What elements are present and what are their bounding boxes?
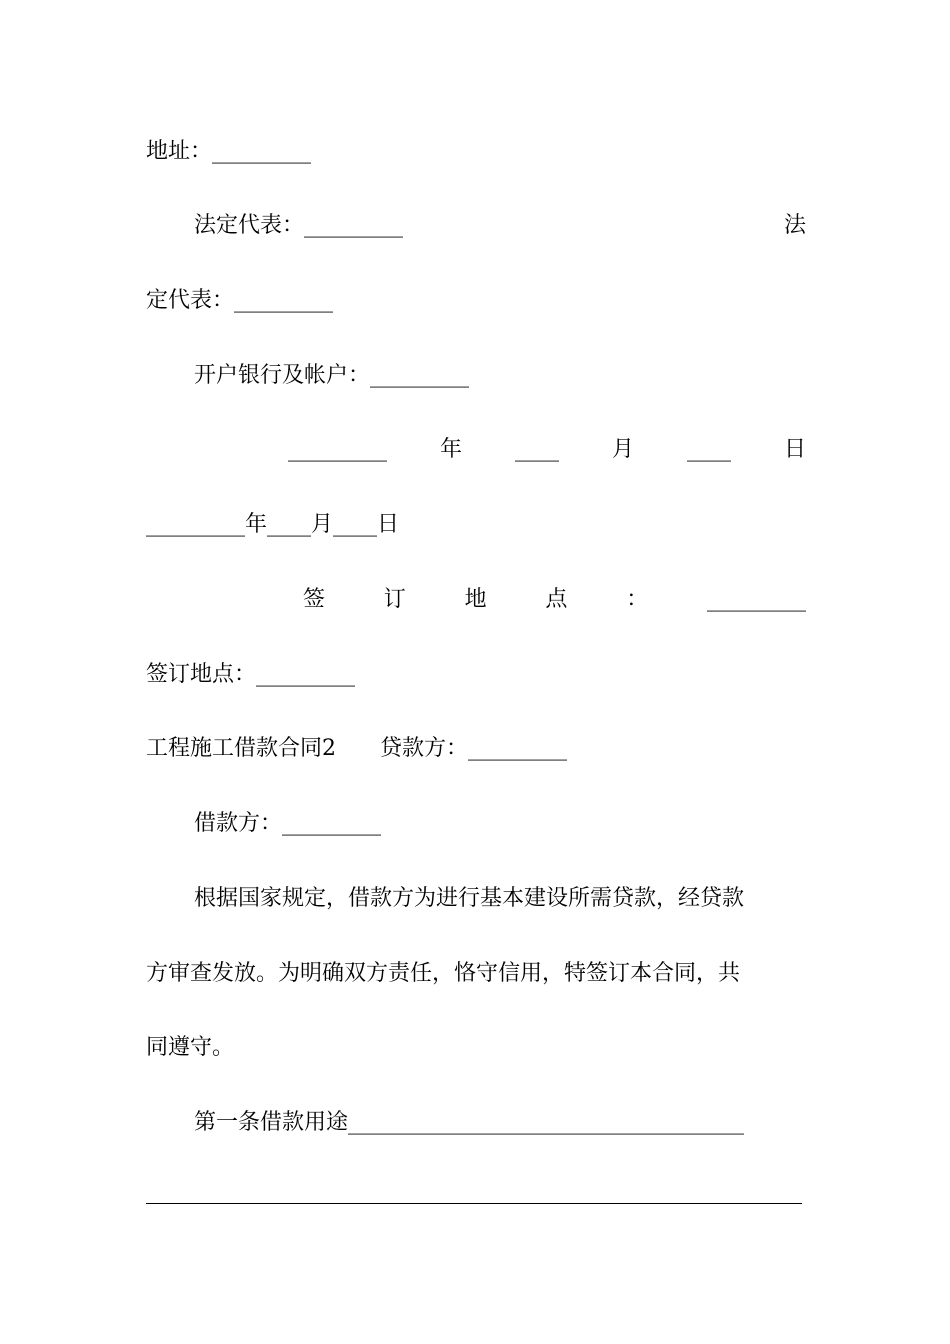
paragraph-text-2: 方审查发放。为明确双方责任，恪守信用，特签订本合同，共 [146,961,741,986]
date-line-1 [288,430,806,470]
signing-blank: _________ [706,587,806,612]
date-day-label: 日 [783,437,806,462]
signing-char-1: 签 [303,587,326,612]
paragraph-text-1: 根据国家规定，借款方为进行基本建设所需贷款，经贷款 [194,886,745,911]
date-year-label: 年 [439,437,462,462]
borrower-text: 借款方：_________ [194,811,382,836]
date-text-2: _________年____月____日 [146,512,400,537]
lender-text: 贷款方：_________ [380,736,568,761]
paragraph-text-3: 同遵守。 [146,1035,235,1060]
date-day-blank: ____ [686,437,731,462]
signing-char-4: 点 [545,587,568,612]
signing-place-line-1 [303,580,806,620]
contract-title-line [146,729,806,769]
article-one-line [146,1103,806,1143]
paragraph-line-2 [146,954,806,994]
date-month-blank: ____ [514,437,559,462]
paragraph-line-1 [146,879,806,919]
legal-rep-text: 法定代表：_________ [194,213,404,238]
signing-colon: ： [626,587,649,612]
signing-char-2: 订 [383,587,406,612]
blank-underline [146,1203,802,1204]
contract-title: 工程施工借款合同2 [146,736,336,761]
legal-rep-line [146,206,806,246]
date-year-blank: _________ [288,437,387,462]
signing-place-line-2 [146,655,806,695]
paragraph-line-3 [146,1028,806,1068]
bank-account-line [146,356,806,396]
date-line-2 [146,505,806,545]
borrower-line [146,804,806,844]
address-line [146,132,806,172]
legal-rep-line-2 [146,281,806,321]
address-text: 地址：_________ [146,139,312,164]
signing-place-text: 签订地点：_________ [146,662,356,687]
legal-rep-text-2: 定代表：_________ [146,288,334,313]
bank-account-text: 开户银行及帐户：_________ [194,363,470,388]
signing-char-3: 地 [464,587,487,612]
article-one-text: 第一条借款用途____________________________________ [194,1110,745,1135]
date-month-label: 月 [611,437,634,462]
legal-rep-wrap-start: 法 [783,213,806,238]
